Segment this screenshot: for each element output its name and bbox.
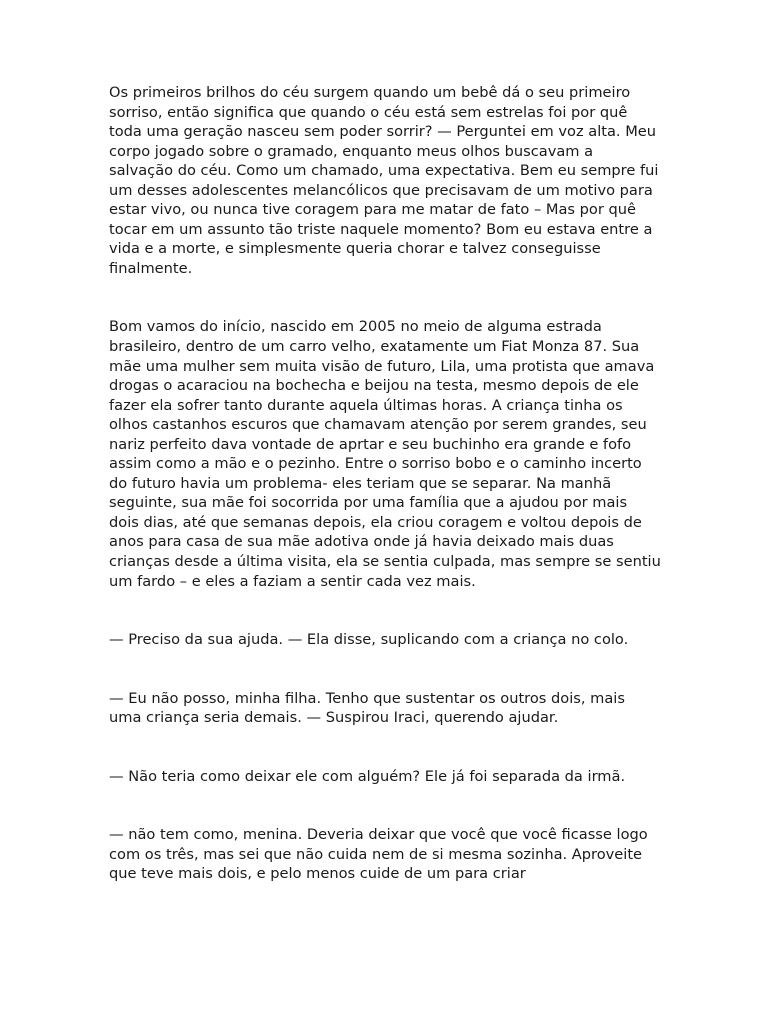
paragraph-gap <box>109 786 661 825</box>
paragraph-gap <box>109 728 661 767</box>
dialogue-line: — não tem como, menina. Deveria deixar que você que você ficasse logo com os três, mas sei que não cuida nem de si mesma sozinha. Aproveite que teve mais dois, e pelo menos cuide de um para criar <box>109 826 648 883</box>
paragraph-gap <box>109 278 661 317</box>
paragraph-opening: Os primeiros brilhos do céu surgem quando um bebê dá o seu primeiro sorriso, então significa que quando o céu está sem estrelas foi por quê toda uma geração nasceu sem poder sorrir? — Perguntei em voz alta. Meu corpo jogado sobre o gramado, enquanto meus olhos buscavam a salvação do céu. Como um chamado, uma expectativa. Bem eu sempre fui um desses adolescentes melancólicos que precisavam de um motivo para estar vivo, ou nunca tive coragem para me matar de fato – Mas por quê tocar em um assunto tão triste naquele momento? Bom eu estava entre a vida e a morte, e simplesmente queria chorar e talvez conseguisse finalmente. <box>109 84 659 277</box>
paragraph-backstory: Bom vamos do início, nascido em 2005 no meio de alguma estrada brasileiro, dentro de um carro velho, exatamente um Fiat Monza 87. Sua mãe uma mulher sem muita visão de futuro, Lila, uma protista que amava drogas o acaraciou na bochecha e beijou na testa, mesmo depois de ele fazer ela sofrer tanto durante aquela últimas horas. A criança tinha os olhos castanhos escuros que chamavam atenção por serem grandes, seu nariz perfeito dava vontade de aprtar e seu buchinho era grande e fofo assim como a mão e o pezinho. Entre o sorriso bobo e o caminho incerto do futuro havia um problema- eles teriam que se separar. Na manhã seguinte, sua mãe foi socorrida por uma família que a ajudou por mais dois dias, até que semanas depois, ela criou coragem e voltou depois de anos para casa de sua mãe adotiva onde já havia deixado mais duas crianças desde a última visita, ela se sentia culpada, mas sempre se sentiu um fardo – e eles a faziam a sentir cada vez mais. <box>109 318 661 590</box>
dialogue-line: — Eu não posso, minha filha. Tenho que sustentar os outros dois, mais uma criança seria demais. — Suspirou Iraci, querendo ajudar. <box>109 689 625 727</box>
dialogue-line: — Preciso da sua ajuda. — Ela disse, suplicando com a criança no colo. <box>109 631 629 649</box>
paragraph-gap <box>109 650 661 689</box>
document-page <box>109 83 661 884</box>
dialogue-line: — Não teria como deixar ele com alguém? Ele já foi separada da irmã. <box>109 767 626 785</box>
paragraph-gap <box>109 591 661 630</box>
